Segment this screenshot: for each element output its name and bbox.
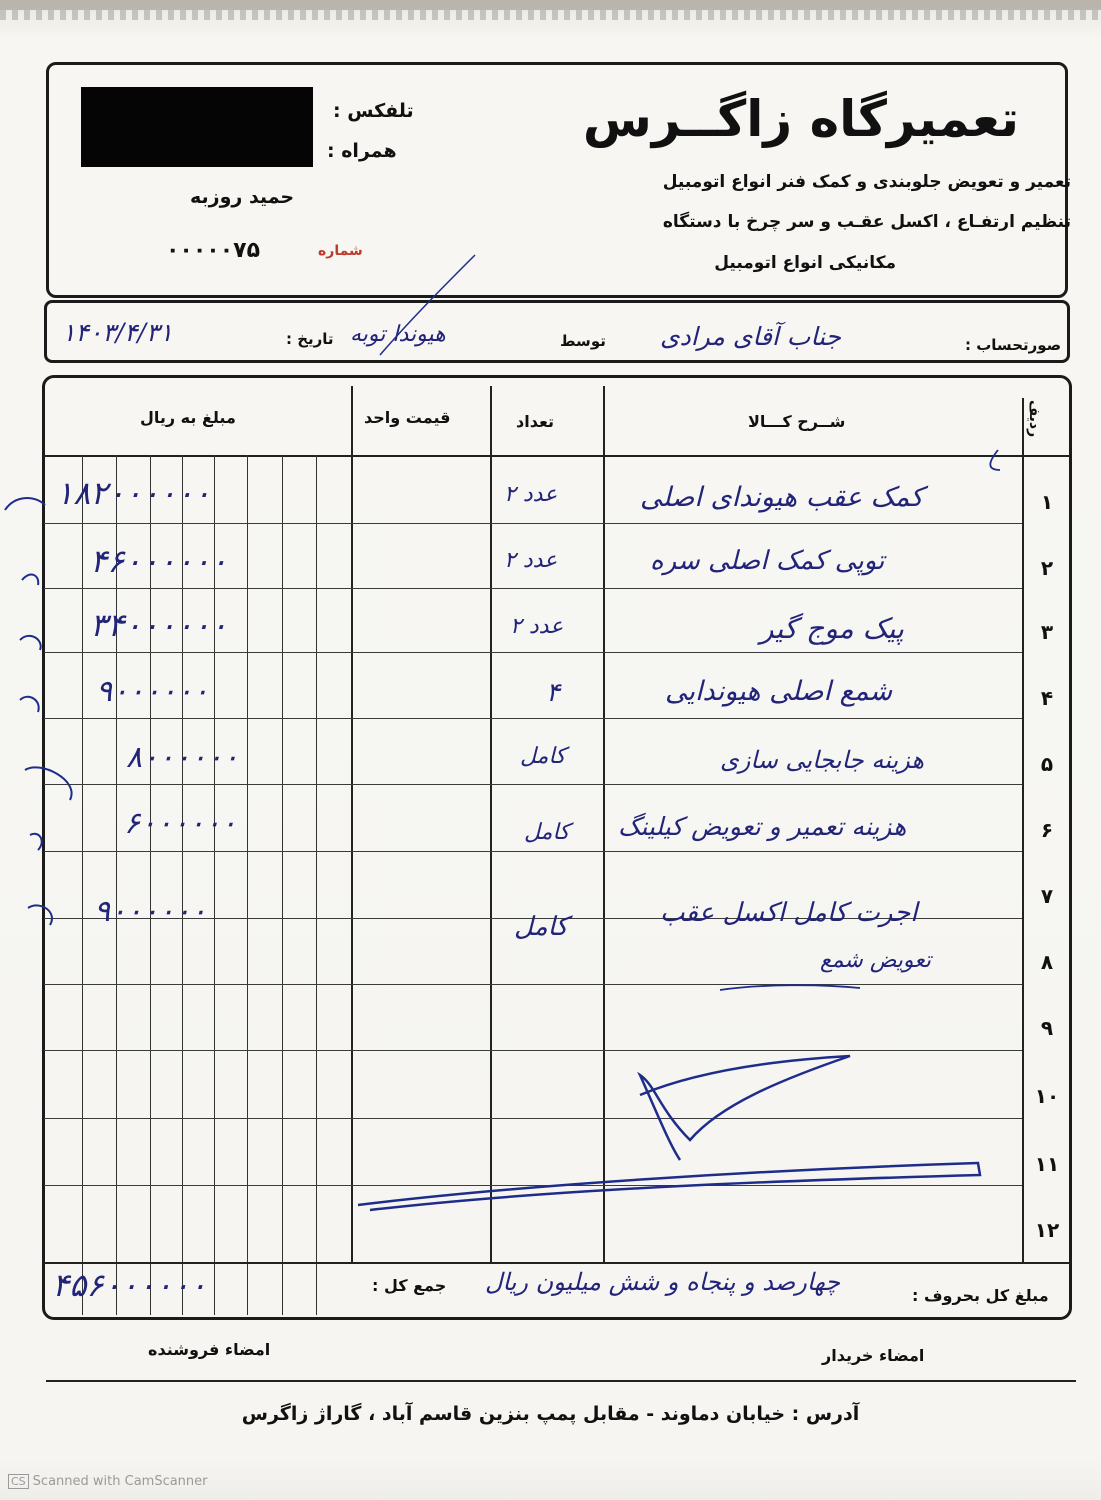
seller-signature-label: امضاء فروشنده [148,1340,271,1359]
by-value: هیوندا توبه [350,322,446,347]
row-number: ۱ [1040,490,1054,514]
item-description: هزینه تعمیر و تعویض کیلینگ [618,812,907,841]
item-description: توپی کمک اصلی سره [650,546,885,576]
item-quantity: کامل [520,744,566,769]
phone-label: تلفکس : [333,100,414,122]
by-label: توسط [560,332,606,350]
slogan-line-2: تنظیم ارتفـاع ، اکسل عقـب و سر چرخ با دستگاه [662,212,1071,232]
mobile-label: همراه : [327,140,397,162]
item-description: پیک موج گیر [760,612,904,645]
camscanner-badge-icon: CS [8,1474,29,1489]
col-header-unit-price: قیمت واحد [364,408,451,427]
account-slash-stroke [380,255,475,355]
row-number: ۴ [1040,686,1054,710]
grand-total-value: ۴۵۶۰۰۰۰۰۰ [52,1266,207,1304]
item-quantity: کامل [514,912,568,942]
item-quantity: ۲ عدد [504,482,558,507]
grand-total-label: جمع کل : [372,1276,447,1295]
col-header-quantity: تعداد [516,412,554,431]
item-quantity: ۴ [546,678,560,708]
item-quantity: ۲ عدد [510,614,564,639]
slogan-line-3: مکانیکی انواع اتومبیل [714,253,896,273]
row-number: ۸ [1040,950,1054,974]
item-amount: ۹۰۰۰۰۰۰ [94,894,207,929]
row-number: ۹ [1040,1016,1054,1040]
row-number: ۱۰ [1034,1084,1060,1108]
row-number: ۱۲ [1034,1218,1060,1242]
row-number: ۲ [1040,556,1054,580]
item-description: اجرت کامل اکسل عقب [660,898,918,928]
account-label: صورتحساب : [965,336,1062,354]
slogan-line-1: تعمیر و تعویض جلوبندی و کمک فنر انواع اتومبیل [662,172,1071,192]
row-number: ۳ [1040,620,1054,644]
shop-name: تعمیرگاه زاگــرس [582,90,1019,148]
item-description: تعویض شمع [820,948,932,973]
serial-number: ۰۰۰۰۰۷۵ [166,238,260,263]
margin-stroke [5,498,72,925]
owner-name: حمید روزبه [190,186,295,208]
row-number: ۶ [1040,818,1054,842]
item-amount: ۴۶۰۰۰۰۰۰ [90,542,228,580]
item-description: کمک عقب هیوندای اصلی [640,482,924,513]
shop-address: آدرس : خیابان دماوند - مقابل پمپ بنزین قاسم آباد ، گاراژ زاگرس [241,1403,860,1425]
buyer-signature-label: امضاء خریدار [822,1346,925,1365]
total-in-words-label: مبلغ کل بحروف : [912,1286,1049,1305]
date-value: ۱۴۰۳/۴/۳۱ [62,318,173,347]
col-header-amount: مبلغ به ریال [140,408,236,427]
row-number: ۱۱ [1034,1152,1060,1176]
description-tail-stroke [720,450,1000,990]
row-number: ۵ [1040,752,1054,776]
col-header-description: شــرح کـــالا [748,412,846,431]
item-description: هزینه جابجایی سازی [720,746,925,774]
item-amount: ۸۰۰۰۰۰۰ [126,740,239,775]
item-amount: ۳۴۰۰۰۰۰۰ [90,606,228,644]
account-value: جناب آقای مرادی [660,322,841,351]
serial-label: شماره [318,243,363,259]
item-amount: ۹۰۰۰۰۰۰ [96,674,209,709]
item-description: شمع اصلی هیوندایی [665,676,893,707]
item-amount: ۶۰۰۰۰۰۰ [124,806,237,841]
item-quantity: ۲ عدد [504,548,558,573]
item-quantity: کامل [524,820,570,845]
col-header-row: ردیف [1026,400,1042,438]
scanner-text: Scanned with CamScanner [32,1474,208,1489]
date-label: تاریخ : [286,330,334,348]
item-amount: ۱۸۲۰۰۰۰۰۰ [56,474,211,512]
row-number: ۷ [1040,884,1054,908]
total-in-words-value: چهارصد و پنجاه و شش میلیون ریال [485,1268,841,1296]
signature-scribble [358,1056,980,1210]
